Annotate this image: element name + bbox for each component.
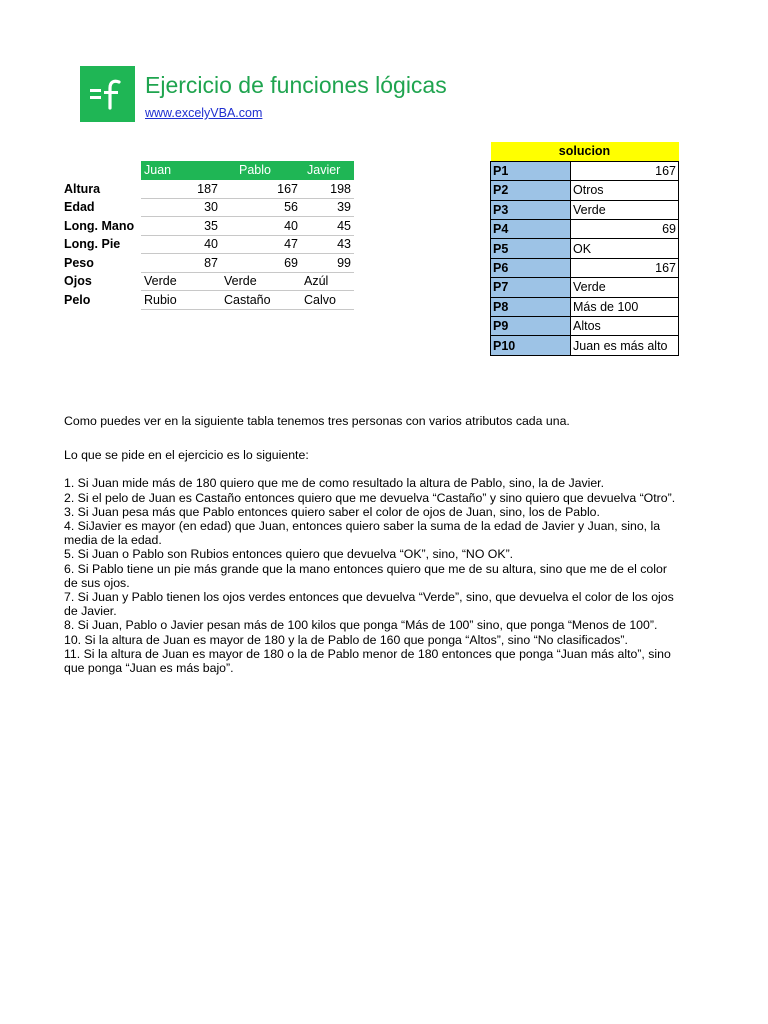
- logo-icon: [80, 66, 135, 122]
- lead-paragraph: Lo que se pide en el ejercicio es lo siguiente:: [64, 448, 309, 463]
- solution-value: Altos: [571, 317, 679, 336]
- solution-key: P7: [491, 278, 571, 297]
- table-cell: Verde: [141, 272, 221, 291]
- list-item: 3. Si Juan pesa más que Pablo entonces quiero saber el color de ojos de Juan, sino, los de Pablo.: [64, 504, 600, 519]
- exercise-list: [64, 476, 684, 675]
- equals-f-icon: [88, 77, 128, 111]
- table-cell: Azúl: [301, 272, 354, 291]
- table-row: [61, 217, 354, 236]
- solution-value: OK: [571, 239, 679, 258]
- table-cell: 35: [141, 217, 221, 236]
- intro-paragraph: Como puedes ver en la siguiente tabla tenemos tres personas con varios atributos cada una.: [64, 414, 570, 428]
- table-row: [61, 235, 354, 254]
- table-row: [61, 180, 354, 199]
- column-header-javier: Javier: [301, 161, 354, 180]
- table-cell: Calvo: [301, 291, 354, 310]
- table-cell: 87: [141, 254, 221, 273]
- solution-row: [491, 297, 679, 316]
- page-title: Ejercicio de funciones lógicas: [145, 72, 447, 98]
- solution-header: solucion: [491, 142, 679, 161]
- solution-value: 167: [571, 161, 679, 180]
- solution-value: 69: [571, 220, 679, 239]
- solution-row: [491, 161, 679, 180]
- solution-value: Más de 100: [571, 297, 679, 316]
- table-row: [61, 291, 354, 310]
- table-cell: 198: [301, 180, 354, 199]
- solution-key: P5: [491, 239, 571, 258]
- table-row: [61, 198, 354, 217]
- solution-key: P10: [491, 336, 571, 355]
- list-item: 7. Si Juan y Pablo tienen los ojos verdes entonces que devuelva “Verde”, sino, que devuelva el color de los ojos de Javier.: [64, 590, 674, 619]
- list-item: 5. Si Juan o Pablo son Rubios entonces quiero que devuelva “OK”, sino, “NO OK”.: [64, 547, 514, 562]
- solution-key: P3: [491, 200, 571, 219]
- table-cell: 187: [141, 180, 221, 199]
- list-item: 2. Si el pelo de Juan es Castaño entonces quiero que me devuelva “Castaño” y sino quiero que devuelva “Otro”.: [64, 490, 676, 505]
- row-label: Pelo: [64, 292, 91, 307]
- row-label: Long. Mano: [64, 218, 135, 233]
- solution-header-row: [491, 142, 679, 161]
- list-item: 11. Si la altura de Juan es mayor de 180 o la de Pablo menor de 180 entonces que ponga “Juan más alto”, sino que ponga “Juan es más bajo”.: [64, 646, 671, 676]
- column-header-juan: Juan: [141, 161, 221, 180]
- table-cell: 40: [141, 235, 221, 254]
- table-cell: 30: [141, 198, 221, 217]
- table-cell: 167: [221, 180, 301, 199]
- header-blank-cell: [61, 161, 141, 180]
- row-label: Ojos: [64, 274, 92, 289]
- table-cell: 99: [301, 254, 354, 273]
- solution-key: P4: [491, 220, 571, 239]
- table-cell: 69: [221, 254, 301, 273]
- table-cell: Verde: [221, 272, 301, 291]
- list-item: 6. Si Pablo tiene un pie más grande que la mano entonces quiero que me de su altura, sino que me de el color de sus ojos.: [64, 561, 667, 590]
- column-header-pablo: Pablo: [221, 161, 301, 180]
- solution-key: P1: [491, 161, 571, 180]
- table-cell: Castaño: [221, 291, 301, 310]
- solution-key: P2: [491, 181, 571, 200]
- solution-row: [491, 239, 679, 258]
- solution-row: [491, 200, 679, 219]
- row-label: Altura: [64, 181, 101, 196]
- row-label: Edad: [64, 200, 95, 215]
- table-cell: 56: [221, 198, 301, 217]
- solution-row: [491, 220, 679, 239]
- solution-row: [491, 181, 679, 200]
- solution-row: [491, 278, 679, 297]
- table-cell: Rubio: [141, 291, 221, 310]
- solution-value: Otros: [571, 181, 679, 200]
- solution-row: [491, 258, 679, 277]
- solution-key: P9: [491, 317, 571, 336]
- website-link[interactable]: www.excelyVBA.com: [145, 106, 263, 120]
- solution-value: 167: [571, 258, 679, 277]
- table-row: [61, 272, 354, 291]
- row-label: Long. Pie: [64, 237, 121, 252]
- solution-row: [491, 317, 679, 336]
- data-table-header: [61, 161, 354, 180]
- solution-row: [491, 336, 679, 355]
- table-cell: 45: [301, 217, 354, 236]
- list-item: 10. Si la altura de Juan es mayor de 180 y la de Pablo de 160 que ponga “Altos”, sino “No clasificados”.: [64, 632, 628, 647]
- solution-value: Verde: [571, 278, 679, 297]
- table-row: [61, 254, 354, 273]
- solution-value: Juan es más alto: [571, 336, 679, 355]
- table-cell: 47: [221, 235, 301, 254]
- row-label: Peso: [64, 255, 94, 270]
- table-cell: 39: [301, 198, 354, 217]
- list-item: 8. Si Juan, Pablo o Javier pesan más de 100 kilos que ponga “Más de 100” sino, que ponga “Menos de 100”.: [64, 618, 658, 633]
- table-cell: 43: [301, 235, 354, 254]
- table-cell: 40: [221, 217, 301, 236]
- list-item: 1. Si Juan mide más de 180 quiero que me de como resultado la altura de Pablo, sino, la de Javier.: [64, 476, 605, 491]
- list-item: 4. SiJavier es mayor (en edad) que Juan, entonces quiero saber la suma de la edad de Javier y Juan, sino, la media de la edad.: [64, 519, 661, 548]
- data-table: [61, 161, 354, 310]
- solution-value: Verde: [571, 200, 679, 219]
- solution-table: [490, 142, 679, 356]
- exercise-text: [64, 414, 684, 675]
- solution-key: P6: [491, 258, 571, 277]
- solution-key: P8: [491, 297, 571, 316]
